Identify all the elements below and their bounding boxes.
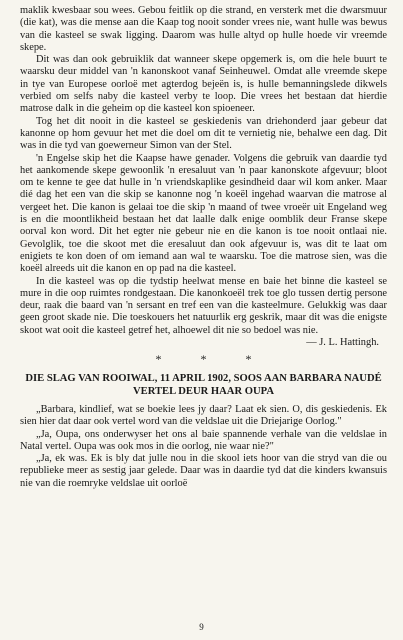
page-number: 9 [199, 622, 204, 632]
paragraph: maklik kwesbaar sou wees. Gebou feitlik op die strand, en versterk met die dwarsmuur (die kat), was die mense aan die Kaap tog nooit sonder vrees nie, want hulle was bewus van die kasteel se swak ligging. Daarom was hulle altyd op hulle hoede vir vreemde skepe. [20, 5, 387, 53]
paragraph: Tog het dit nooit in die kasteel se geskiedenis van driehonderd jaar gebeur dat kanonne op hom gevuur het met die doel om dit te vernietig nie, behalwe een dag. Dit was in die tyd van goewerneur Simon van der Stel. [20, 115, 387, 152]
paragraph: 'n Engelse skip het die Kaapse hawe genader. Volgens die gebruik van daardie tyd het aankomende skepe gewoonlik 'n eresaluut van 'n paar kanonskote afgevuur; bloot om te kenne te gee dat hulle in 'n vriendskaplike gesindheid daar wil kom anker. Maar dié dag het een van die skip se kanonne nog 'n koeël ingehad waarvan die matrose al vergeet het. Die kanon is gelaai toe die skip 'n maand of twee vroeër uit Engeland weg is en die moontlikheid bestaan het dat laalle dalk enige oomblik deur Franse skepe oorval kon word. Dit het egter nie gebeur nie en die kanon is toe nooit ontlaai nie. Gevolglik, toe die skoot met die eresaluut dan ook afgevuur is, was dit te laat om enigiets te kon doen of om iemand aan wal te waarsku. Toe die matrose sien, was die koeël alreeds uit die kanon en op pad na die kasteel. [20, 152, 387, 275]
section-separator: * * * [155, 352, 270, 367]
paragraph: Dit was dan ook gebruiklik dat wanneer skepe opgemerk is, om die hele buurt te waarsku deur middel van 'n kanonskoot vanaf Seinheuwel. Omdat alle vreemde skepe in tye van Europese oorloë met agterdog bejeën is, is hulle bemanningslede dikwels verbied om selfs naby die kasteel verby te loop. Die vrees het bestaan dat hierdie matrose dalk in die geheim op die kasteel kon spioeneer. [20, 54, 387, 115]
paragraph: „Ja, ek was. Ek is bly dat julle nou in die skool iets hoor van die stryd van die ou republieke meer as sestig jaar gelede. Daar was in daardie tyd dat die kinders kwansuis nie van die roemryke veldslae uit oorloë [20, 453, 387, 489]
author-signature: — J. L. Hattingh. [306, 337, 379, 349]
paragraph: „Ja, Oupa, ons onderwyser het ons al baie spannende verhale van die veldslae in Natal vertel. Oupa was ook mos in die oorlog, nie waar nie?" [20, 428, 387, 452]
section-heading: DIE SLAG VAN ROOIWAL, 11 APRIL 1902, SOOS AAN BARBARA NAUDÉ VERTEL DEUR HAAR OUPA [25, 373, 382, 397]
paragraph: „Barbara, kindlief, wat se boekie lees jy daar? Laat ek sien. O, dis geskiedenis. Ek sien hier dat daar ook vertel word van die veldslae uit die Driejarige Oorlog." [20, 403, 387, 428]
paragraph: In die kasteel was op die tydstip heelwat mense en baie het binne die kasteel se mure in die oop ruimtes rondgestaan. Die kanonkoeël trek toe glo tussen dertig persone deur, raak die baard van 'n sersant en tref een van die kasteelmure. Gelukkig was daar geen groot skade nie. Die toeskouers het natuurlik erg geskrik, maar dit was die enigste skoot wat ooit die kasteel getref het, alhoewel dit nie so bedoel was nie. [20, 275, 387, 336]
